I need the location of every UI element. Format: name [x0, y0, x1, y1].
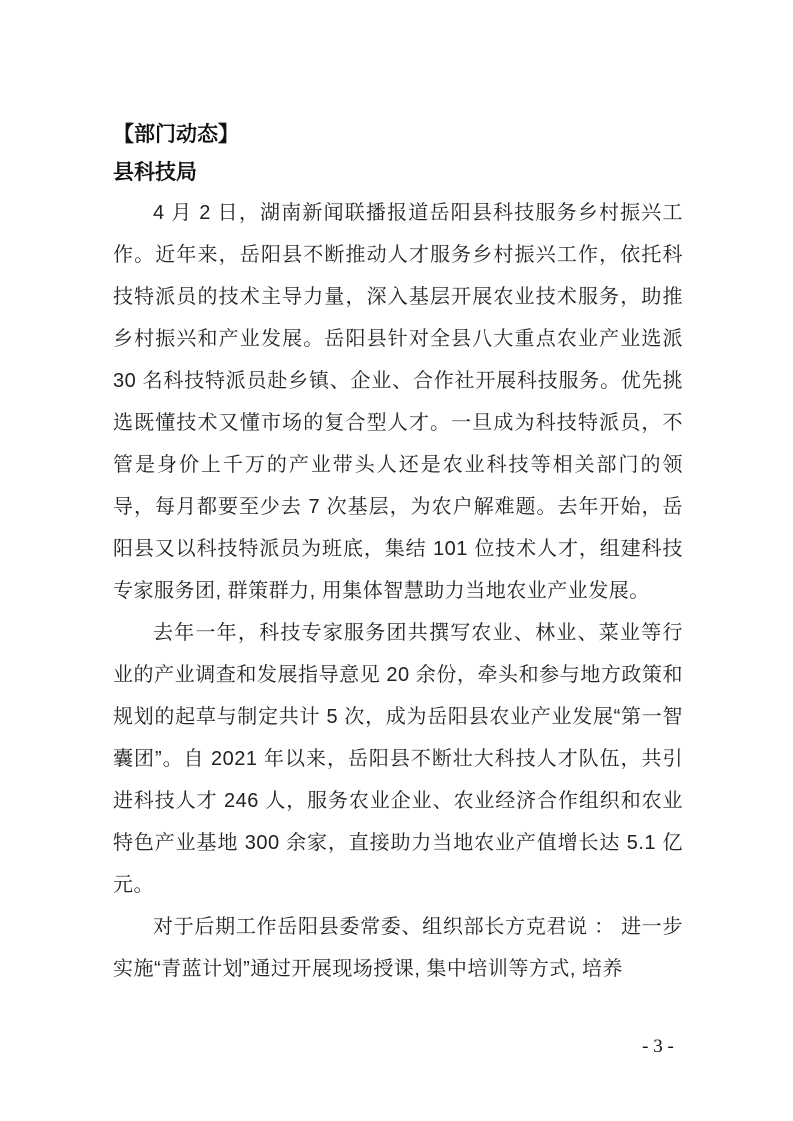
paragraph-2: 去年一年，科技专家服务团共撰写农业、林业、菜业等行业的产业调查和发展指导意见 20 余份，牵头和参与地方政策和规划的起草与制定共计 5 次，成为岳阳县农业产业发展“第一智囊团”。自 2021 年以来，岳阳县不断壮大科技人才队伍，共引进科技人才 246 人，服务农业企业、农业经济合作组织和农业特色产业基地 300 余家，直接助力当地农业产值增长达 5.1 亿元。 — [113, 622, 683, 896]
paragraph-3: 对于后期工作岳阳县委常委、组织部长方克君说 ： 进一步实施“青蓝计划”通过开展现场授课, 集中培训等方式, 培养 — [113, 916, 683, 980]
paragraph-1: 4 月 2 日，湖南新闻联播报道岳阳县科技服务乡村振兴工作。近年来，岳阳县不断推动人才服务乡村振兴工作，依托科技特派员的技术主导力量，深入基层开展农业技术服务，助推乡村振兴和产业发展。岳阳县针对全县八大重点农业产业选派 30 名科技特派员赴乡镇、企业、合作社开展科技服务。优先挑选既懂技术又懂市场的复合型人才。一旦成为科技特派员，不管是身价上千万的产业带头人还是农业科技等相关部门的领导，每月都要至少去 7 次基层，为农户解难题。去年开始，岳阳县又以科技特派员为班底，集结 101 位技术人才，组建科技专家服务团, 群策群力, 用集体智慧助力当地农业产业发展。 — [113, 202, 683, 602]
page-number: - 3 - — [642, 1036, 674, 1057]
document-content — [113, 116, 683, 990]
subsection-header: 县科技局 — [113, 161, 197, 184]
section-header: 【部门动态】 — [113, 123, 239, 146]
